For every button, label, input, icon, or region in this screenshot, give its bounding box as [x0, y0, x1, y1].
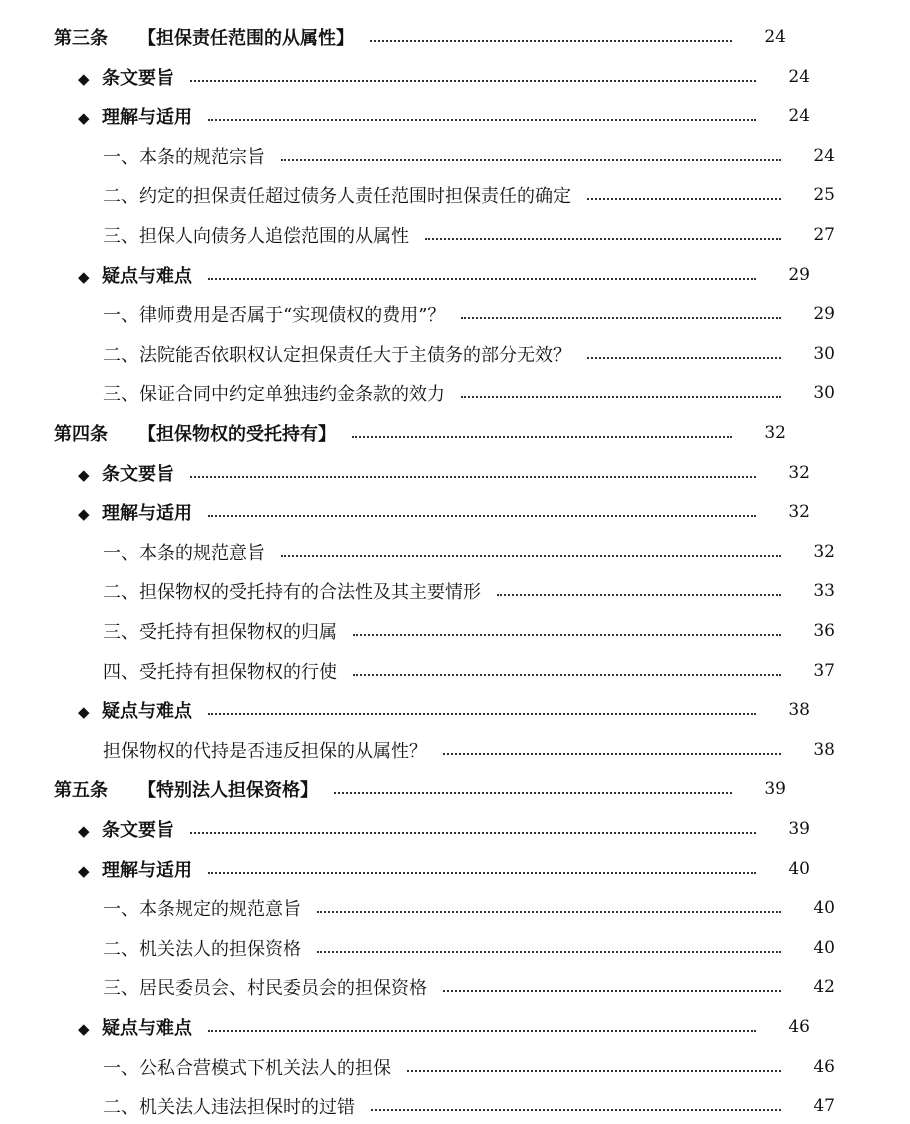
diamond-bullet-icon: ◆	[78, 69, 90, 88]
toc-entry-label	[103, 539, 265, 565]
toc-entry-label	[103, 618, 337, 644]
dot-leader	[190, 832, 756, 834]
dot-leader	[443, 990, 781, 992]
dot-leader	[587, 198, 781, 200]
toc-entry-label	[78, 816, 174, 842]
dot-leader	[317, 951, 781, 953]
toc-entry[interactable]	[0, 415, 861, 451]
dot-leader	[208, 278, 756, 280]
page-number: 46	[788, 1017, 810, 1037]
dot-leader	[407, 1070, 781, 1072]
toc-entry-title: 条文要旨	[102, 67, 174, 89]
page-number: 25	[813, 185, 835, 206]
toc-entry[interactable]	[0, 732, 910, 768]
diamond-bullet-icon: ◆	[78, 505, 90, 524]
toc-entry-title: 【担保物权的受托持有】	[138, 424, 336, 445]
dot-leader	[208, 713, 756, 715]
toc-entry-label	[78, 856, 192, 882]
dot-leader	[461, 396, 781, 398]
toc-entry-label	[103, 737, 427, 763]
dot-leader	[371, 1109, 781, 1111]
toc-entry-title: 条文要旨	[102, 820, 174, 841]
toc-entry-title: 二、约定的担保责任超过债务人责任范围时担保责任的确定	[103, 186, 571, 208]
diamond-bullet-icon: ◆	[78, 703, 90, 722]
toc-entry[interactable]	[0, 98, 885, 134]
diamond-bullet-icon: ◆	[78, 109, 90, 128]
toc-entry[interactable]	[0, 851, 885, 887]
dot-leader	[334, 792, 732, 794]
toc-entry[interactable]	[0, 930, 910, 966]
page-number: 37	[813, 660, 835, 681]
toc-entry-title: 一、公私合营模式下机关法人的担保	[103, 1057, 391, 1079]
toc-entry-title: 疑点与难点	[102, 701, 192, 723]
dot-leader	[425, 238, 781, 240]
toc-entry-label	[78, 460, 174, 486]
dot-leader	[497, 594, 781, 596]
page-number: 47	[813, 1096, 835, 1117]
dot-leader	[190, 80, 756, 82]
toc-entry[interactable]	[0, 573, 910, 609]
toc-entry-label	[103, 895, 301, 921]
toc-entry-title: 二、机关法人的担保资格	[103, 938, 301, 960]
diamond-bullet-icon: ◆	[78, 267, 90, 286]
toc-entry-label	[78, 64, 174, 90]
toc-entry[interactable]	[0, 494, 885, 530]
toc-entry-label	[78, 697, 192, 723]
page-number: 24	[813, 145, 835, 166]
page-number: 32	[813, 541, 835, 562]
dot-leader	[208, 872, 756, 874]
toc-entry-label	[103, 1054, 391, 1080]
toc-entry[interactable]	[0, 890, 910, 926]
page-number: 29	[813, 304, 835, 325]
page-number: 38	[788, 700, 810, 721]
dot-leader	[190, 476, 756, 478]
toc-entry-label	[103, 182, 571, 208]
toc-entry[interactable]	[0, 296, 910, 332]
toc-entry[interactable]	[0, 455, 885, 491]
toc-entry-title: 条文要旨	[102, 463, 174, 485]
toc-entry[interactable]	[0, 217, 910, 253]
toc-entry-label	[78, 262, 192, 288]
toc-entry[interactable]	[0, 1049, 910, 1085]
dot-leader	[353, 674, 781, 676]
dot-leader	[370, 40, 732, 42]
page-number: 27	[813, 225, 835, 245]
toc-entry-label	[103, 974, 427, 1000]
diamond-bullet-icon: ◆	[78, 1020, 90, 1038]
dot-leader	[443, 753, 781, 755]
toc-entry-label	[78, 1014, 192, 1040]
page-number: 29	[788, 264, 810, 285]
toc-entry-title: 一、本条规定的规范意旨	[103, 899, 301, 921]
toc-entry[interactable]	[0, 336, 910, 372]
toc-entry-title: 【担保责任范围的从属性】	[138, 28, 354, 49]
toc-entry-title: 担保物权的代持是否违反担保的从属性？	[103, 740, 427, 762]
toc-entry-label	[103, 935, 301, 961]
toc-entry-title: 二、机关法人违法担保时的过错	[103, 1097, 355, 1119]
dot-leader	[353, 634, 781, 636]
page-number: 32	[788, 502, 810, 523]
toc-entry[interactable]	[0, 1009, 885, 1045]
toc-entry-label	[103, 301, 445, 327]
toc-entry[interactable]	[0, 177, 910, 213]
page-number: 33	[813, 581, 835, 602]
page-number: 30	[813, 343, 835, 364]
page-number: 32	[764, 423, 786, 443]
dot-leader	[208, 1030, 756, 1032]
page-number: 46	[813, 1056, 835, 1077]
toc-entry-title: 一、律师费用是否属于“实现债权的费用”？	[103, 305, 446, 327]
dot-leader	[281, 555, 781, 557]
toc-entry-label	[103, 578, 481, 604]
toc-entry-title: 四、受托持有担保物权的行使	[103, 661, 337, 683]
page-number: 30	[813, 383, 835, 404]
page-number: 24	[788, 106, 810, 127]
page-number: 39	[764, 779, 786, 800]
dot-leader	[281, 159, 781, 161]
toc-entry[interactable]	[0, 257, 885, 293]
page-number: 38	[813, 739, 835, 760]
page-number: 24	[788, 66, 810, 87]
diamond-bullet-icon: ◆	[78, 465, 90, 484]
toc-entry-title: 三、居民委员会、村民委员会的担保资格	[103, 978, 427, 1000]
toc-entry-title: 疑点与难点	[102, 1018, 192, 1039]
page-number: 40	[813, 898, 835, 919]
dot-leader	[317, 911, 781, 913]
toc-entry[interactable]	[0, 811, 885, 847]
dot-leader	[352, 436, 732, 438]
dot-leader	[208, 119, 756, 121]
toc-entry[interactable]	[0, 969, 910, 1005]
page-number: 24	[764, 27, 786, 47]
toc-entry-title: 理解与适用	[102, 503, 192, 525]
toc-entry-label	[103, 658, 337, 684]
toc-entry-title: 二、法院能否依职权认定担保责任大于主债务的部分无效？	[103, 344, 571, 366]
toc-entry[interactable]	[0, 771, 861, 807]
diamond-bullet-icon: ◆	[78, 822, 90, 840]
toc-entry-title: 三、担保人向债务人追偿范围的从属性	[103, 226, 409, 247]
toc-entry[interactable]	[0, 19, 861, 55]
toc-entry-label	[103, 222, 409, 248]
dot-leader	[461, 317, 781, 319]
toc-entry-title: 二、担保物权的受托持有的合法性及其主要情形	[103, 582, 481, 604]
toc-entry-title: 理解与适用	[102, 859, 192, 881]
toc-entry[interactable]	[0, 653, 910, 689]
toc-entry[interactable]	[0, 375, 910, 411]
dot-leader	[587, 357, 781, 359]
page-number: 36	[813, 621, 835, 641]
toc-entry-label	[78, 103, 192, 129]
toc-entry[interactable]	[0, 1088, 910, 1124]
toc-entry-title: 一、本条的规范宗旨	[103, 146, 265, 168]
toc-entry-title: 疑点与难点	[102, 265, 192, 287]
toc-entry-title: 【特别法人担保资格】	[138, 780, 318, 802]
article-number: 第五条	[54, 780, 108, 802]
toc-entry-label	[54, 776, 318, 802]
toc-entry-label	[54, 420, 336, 446]
toc-entry-title: 三、保证合同中约定单独违约金条款的效力	[103, 384, 445, 406]
article-number: 第三条	[54, 28, 108, 49]
toc-entry-label	[103, 1093, 355, 1119]
page-number: 40	[813, 937, 835, 958]
page-number: 40	[788, 858, 810, 879]
diamond-bullet-icon: ◆	[78, 861, 90, 880]
toc-entry[interactable]	[0, 138, 910, 174]
page-number: 42	[813, 977, 835, 998]
toc-entry-label	[103, 143, 265, 169]
page-number: 39	[788, 819, 810, 839]
toc-entry-title: 理解与适用	[102, 107, 192, 129]
page-number: 32	[788, 462, 810, 483]
toc-entry-title: 三、受托持有担保物权的归属	[103, 622, 337, 643]
toc-entry-label	[103, 341, 571, 367]
toc-entry-label	[103, 380, 445, 406]
toc-entry[interactable]	[0, 534, 910, 570]
toc-entry[interactable]	[0, 613, 910, 649]
article-number: 第四条	[54, 424, 108, 445]
toc-entry-label	[54, 24, 354, 50]
toc-entry[interactable]	[0, 59, 885, 95]
toc-entry-title: 一、本条的规范意旨	[103, 542, 265, 564]
dot-leader	[208, 515, 756, 517]
toc-entry-label	[78, 499, 192, 525]
toc-entry[interactable]	[0, 692, 885, 728]
